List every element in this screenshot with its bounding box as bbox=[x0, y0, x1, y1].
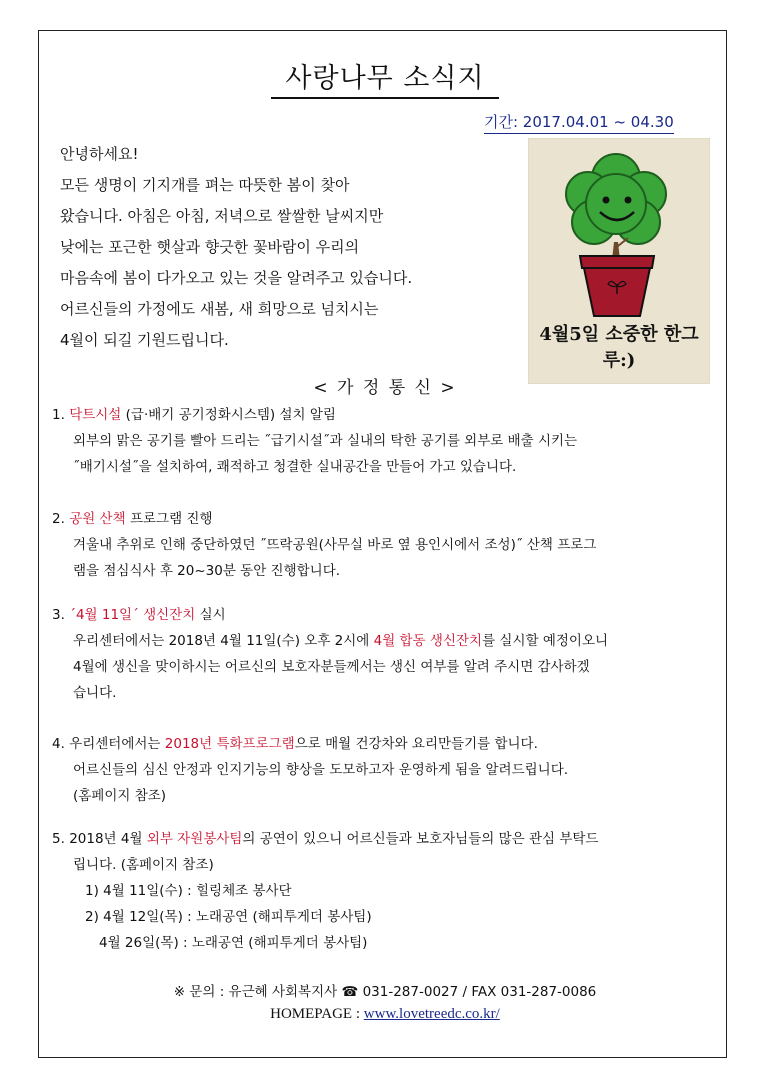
intro-line: 4월이 되길 기원드립니다. bbox=[60, 331, 229, 349]
item-line: 습니다. bbox=[73, 685, 117, 701]
homepage-label: HOMEPAGE : bbox=[270, 1006, 364, 1022]
section-heading: < 가 정 통 신 > bbox=[313, 378, 457, 398]
item-number: 4. bbox=[52, 736, 65, 752]
intro-line: 안녕하세요! bbox=[60, 145, 139, 163]
item-number: 2. bbox=[52, 511, 65, 527]
item-line: 어르신들의 심신 안정과 인지기능의 향상을 도모하고자 운영하게 됨을 알려드립니다. bbox=[73, 762, 569, 778]
tree-illustration bbox=[528, 138, 710, 384]
item-line bbox=[52, 628, 732, 654]
schedule-line: 4월 26일(목) : 노래공연 (해피투게더 봉사팀) bbox=[99, 935, 368, 951]
contact-prefix: ※ 문의 : 유근혜 사회복지사 bbox=[173, 984, 342, 1000]
item-heading: 프로그램 진행 bbox=[125, 511, 213, 527]
item-line: 램을 점심식사 후 20~30분 동안 진행합니다. bbox=[73, 563, 341, 579]
item-line: (홈페이지 참조) bbox=[73, 788, 167, 804]
intro-line: 낮에는 포근한 햇살과 향긋한 꽃바람이 우리의 bbox=[60, 238, 360, 256]
intro-line: 마음속에 봄이 다가오고 있는 것을 알려주고 있습니다. bbox=[60, 269, 413, 287]
notice-item-1 bbox=[52, 402, 732, 480]
item-highlight: ´4월 11일´ 생신잔치 bbox=[69, 607, 196, 623]
schedule-line: 2) 4월 12일(목) : 노래공연 (해피투게더 봉사팀) bbox=[85, 909, 372, 925]
image-caption: 4월5일 소중한 한그루:) bbox=[539, 324, 699, 371]
notice-item-5 bbox=[52, 826, 732, 956]
intro-line: 어르신들의 가정에도 새봄, 새 희망으로 넘치시는 bbox=[60, 300, 379, 318]
item-line-part: 를 실시할 예정이오니 bbox=[482, 633, 609, 649]
item-line: 겨울내 추위로 인해 중단하였던 ˝뜨락공원(사무실 바로 옆 용인시에서 조성)˝ 산책 프로그 bbox=[73, 537, 597, 553]
item-line-part: 우리센터에서는 2018년 4월 11일(수) 오후 2시에 bbox=[73, 633, 374, 649]
item-line: 립니다. (홈페이지 참조) bbox=[73, 857, 214, 873]
homepage-line bbox=[0, 1006, 770, 1023]
item-number: 1. bbox=[52, 407, 65, 423]
intro-text bbox=[60, 139, 530, 356]
item-line: ˝배기시설˝을 설치하여, 쾌적하고 청결한 실내공간을 만들어 가고 있습니다. bbox=[73, 459, 517, 475]
item-heading: 으로 매월 건강차와 요리만들기를 합니다. bbox=[294, 736, 538, 752]
item-heading: 의 공연이 있으니 어르신들과 보호자님들의 많은 관심 부탁드 bbox=[242, 831, 599, 847]
contact-footer bbox=[0, 980, 770, 1000]
notice-item-4 bbox=[52, 731, 732, 809]
homepage-link[interactable]: www.lovetreedc.co.kr/ bbox=[363, 1006, 500, 1022]
item-heading: 실시 bbox=[195, 607, 226, 623]
item-heading: (급·배기 공기정화시스템) 설치 알림 bbox=[121, 407, 336, 423]
newsletter-title: 사랑나무 소식지 bbox=[0, 56, 770, 95]
item-heading: 우리센터에서는 bbox=[69, 736, 165, 752]
item-line: 4월에 생신을 맞이하시는 어르신의 보호자분들께서는 생신 여부를 알려 주시면 감사하겠 bbox=[73, 659, 590, 675]
schedule-line: 1) 4월 11일(수) : 힐링체조 봉사단 bbox=[85, 883, 292, 899]
intro-line: 왔습니다. 아침은 아침, 저녁으로 쌀쌀한 날씨지만 bbox=[60, 207, 384, 225]
notice-item-3 bbox=[52, 602, 732, 706]
contact-numbers: 031-287-0027 / FAX 031-287-0086 bbox=[358, 984, 597, 1000]
item-highlight: 2018년 특화프로그램 bbox=[164, 736, 295, 752]
item-heading: 2018년 4월 bbox=[69, 831, 147, 847]
item-number: 5. bbox=[52, 831, 65, 847]
period-label: 기간: 2017.04.01 ~ 04.30 bbox=[484, 111, 674, 134]
item-highlight: 4월 합동 생신잔치 bbox=[373, 633, 483, 649]
item-highlight: 닥트시설 bbox=[69, 407, 122, 423]
item-highlight: 공원 산책 bbox=[69, 511, 126, 527]
notice-item-2 bbox=[52, 506, 732, 584]
item-line: 외부의 맑은 공기를 빨아 드리는 ˝급기시설˝과 실내의 탁한 공기를 외부로 배출 시키는 bbox=[73, 433, 578, 449]
intro-line: 모든 생명이 기지개를 펴는 따뜻한 봄이 찾아 bbox=[60, 176, 350, 194]
item-number: 3. bbox=[52, 607, 65, 623]
item-highlight: 외부 자원봉사팀 bbox=[146, 831, 243, 847]
telephone-icon: ☎ bbox=[341, 984, 359, 1000]
